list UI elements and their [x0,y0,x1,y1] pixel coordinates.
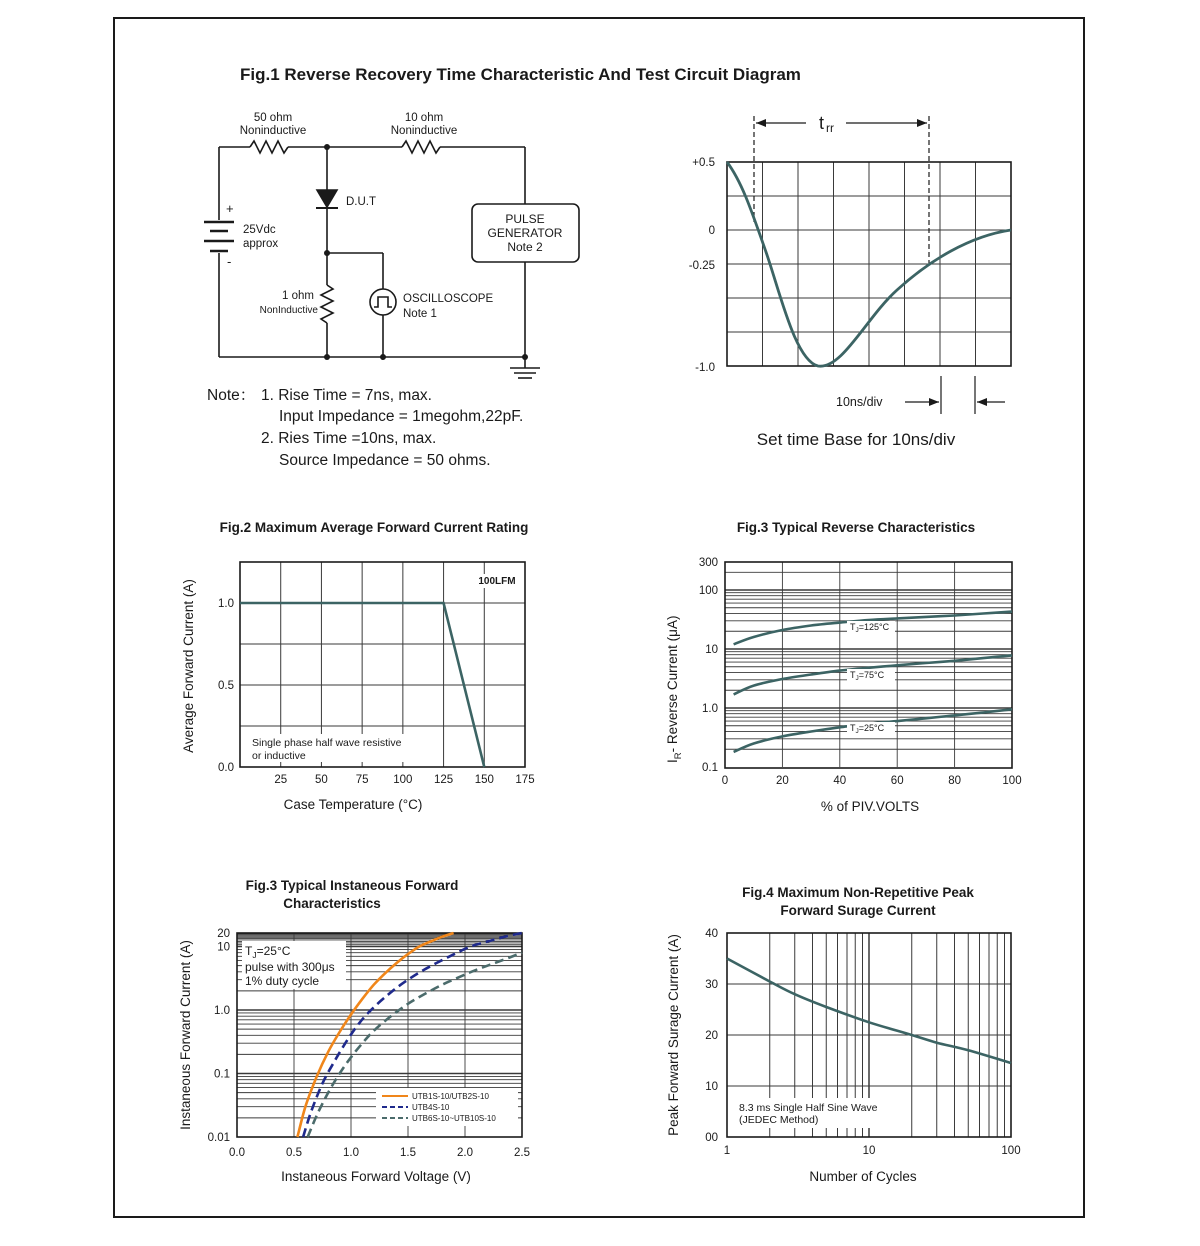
x-tick-label: 100 [1001,1145,1021,1157]
r1-value-label: 50 ohm [253,112,293,124]
fig2-annotation-1: Single phase half wave resistive [252,737,402,749]
r2-value-label: 10 ohm [404,112,444,124]
r3-value-label: 1 ohm [282,290,314,302]
r2-type-label: Noninductive [390,125,458,137]
fig3r-ylabel-sub: R [673,752,684,760]
fig3r-ylabel [665,616,684,763]
x-tick-label: 2.0 [457,1147,473,1159]
wave-ytick: -0.25 [688,260,715,272]
x-tick-label: 100 [393,774,413,786]
oscilloscope-pulse-icon [374,297,392,307]
fig3r-ylabel-rest: - Reverse Current (μA) [665,615,680,753]
fig3f-condition-1 [245,944,291,960]
fig4-ylabel: Peak Forward Surage Current (A) [666,934,681,1136]
waveform-caption: Set time Base for 10ns/div [756,430,956,449]
wave-ytick: 0 [708,225,715,237]
waveform-chart [689,113,1011,449]
pulse-line1: PULSE [505,212,545,226]
x-tick-label: 75 [355,774,369,786]
arrow-right-icon [917,119,927,127]
x-tick-label: 0.0 [229,1147,245,1159]
fig4-annotation-2: (JEDEC Method) [739,1114,819,1126]
battery-plus-label: + [226,201,234,216]
x-tick-label: 60 [890,775,904,787]
y-tick-label: 10 [705,1081,718,1093]
r1-type-label: Noninductive [239,125,307,137]
y-tick-label: 300 [698,557,718,569]
arrow-left-icon [977,398,987,406]
fig3r-ylabel-main: I [665,759,680,763]
fig2-chart [181,520,535,812]
notes-prefix: Note： [207,387,256,404]
trr-subscript: rr [826,121,834,135]
fig3f-title-2: Characteristics [283,896,381,911]
fig3f-ylabel: Instaneous Forward Current (A) [178,940,193,1130]
series-label-rest: =125°C [858,622,890,632]
x-tick-label: 100 [1002,775,1022,787]
y-tick-label: 10 [217,941,230,954]
y-tick-label: 30 [705,979,718,991]
fig2-title: Fig.2 Maximum Average Forward Current Rating [219,520,529,535]
battery-minus-label: - [227,254,232,269]
x-tick-label: 175 [515,774,535,786]
resistor-50-ohm-symbol [250,141,288,153]
x-tick-label: 40 [833,775,847,787]
x-tick-label: 1.0 [343,1147,359,1159]
fig4-chart [666,885,1021,1184]
series-label-rest: =75°C [858,670,885,680]
y-tick-label: 40 [705,928,718,940]
legend-label: UTB1S-10/UTB2S-10 [412,1092,489,1101]
y-tick-label: 0.1 [702,762,718,774]
series-label-rest: =25°C [858,723,885,733]
series-label-main: T [850,723,856,733]
wave-ytick: -1.0 [695,362,715,374]
y-tick-label: 1.0 [218,598,234,610]
battery-note-label: approx [243,238,279,250]
fig4-annotation-1: 8.3 ms Single Half Sine Wave [739,1102,878,1114]
fig2-annotation-2: or inductive [252,750,306,762]
y-tick-label: 0.5 [218,680,234,692]
x-tick-label: 80 [948,775,961,787]
fig1-title: Fig.1 Reverse Recovery Time Characteristic And Test Circuit Diagram [240,65,801,84]
fig3r-xlabel: % of PIV.VOLTS [820,799,920,814]
y-tick-label: 0.1 [214,1068,230,1081]
trr-label: t [819,113,825,133]
r3-type-label: NonInductive [259,305,318,316]
test-circuit [204,141,579,378]
fig2-xlabel: Case Temperature (°C) [283,797,423,812]
note-line-1: 1. Rise Time = 7ns, max. [261,387,432,404]
fig2-ylabel: Average Forward Current (A) [181,579,196,753]
arrow-left-icon [756,119,766,127]
fig3f-condition-3: 1% duty cycle [245,974,320,988]
y-tick-label: 10 [705,644,718,656]
fig3-reverse-chart [665,520,1022,814]
fig3f-xlabel: Instaneous Forward Voltage (V) [281,1169,471,1184]
battery-value-label: 25Vdc [243,224,276,236]
series-label-main: T [850,622,856,632]
note-line-3: 2. Ries Time =10ns, max. [261,430,437,447]
scope-note-label: Note 1 [403,308,437,320]
timebase-label: 10ns/div [836,395,883,409]
fig3f-condition-2: pulse with 300μs [245,960,335,974]
series-label-sub: J [855,728,859,735]
y-tick-label: 20 [705,1030,718,1042]
fig4-title-1: Fig.4 Maximum Non-Repetitive Peak [742,885,974,900]
scope-label: OSCILLOSCOPE [403,293,494,305]
y-tick-label: 100 [698,585,718,597]
x-tick-label: 0 [721,775,729,787]
x-tick-label: 125 [433,774,454,786]
y-tick-label: 1.0 [214,1005,230,1017]
fig3f-condition-1-sub: J [252,950,257,960]
wave-ytick: +0.5 [692,157,715,169]
fig3f-condition-1-main: T [245,944,253,958]
x-tick-label: 50 [315,774,328,786]
legend-label: UTB4S-10 [412,1103,450,1112]
legend-label: UTB6S-10~UTB10S-10 [412,1114,496,1123]
x-tick-label: 25 [274,774,288,786]
y-tick-label: 0.0 [218,762,234,774]
note-line-4: Source Impedance = 50 ohms. [279,452,491,469]
diode-dut-symbol [317,190,337,207]
series-label-sub: J [855,675,859,682]
x-tick-label: 150 [474,774,494,786]
x-tick-label: 2.5 [514,1147,530,1159]
series-label-main: T [850,670,856,680]
y-tick-label: 1.0 [702,703,718,715]
note-line-2: Input Impedance = 1megohm,22pF. [279,408,524,425]
oscilloscope-symbol [370,289,396,315]
pulse-line3: Note 2 [507,240,543,254]
x-tick-label: 1 [723,1145,731,1157]
x-tick-label: 20 [776,775,789,787]
fig3f-title-1: Fig.3 Typical Instaneous Forward [245,878,459,893]
dut-label: D.U.T [346,196,377,208]
y-tick-label: 0.01 [207,1132,230,1144]
x-tick-label: 10 [862,1145,876,1157]
fig4-xlabel: Number of Cycles [809,1169,917,1184]
y-tick-label: 20 [217,928,230,940]
resistor-10-ohm-symbol [402,141,440,153]
fig4-title-2: Forward Surage Current [780,903,936,918]
fig2-annotation-top: 100LFM [478,576,516,587]
fig3-forward-chart [178,878,530,1184]
fig3f-condition-1-rest: =25°C [256,944,291,958]
series-label-sub: J [855,627,859,634]
pulse-line2: GENERATOR [487,226,563,240]
x-tick-label: 0.5 [286,1147,302,1159]
junction-dots [324,144,528,360]
y-tick-label: 00 [705,1132,718,1144]
fig3r-title: Fig.3 Typical Reverse Characteristics [736,520,976,535]
x-tick-label: 1.5 [400,1147,416,1159]
arrow-right-icon [929,398,939,406]
resistor-1-ohm-symbol [321,285,333,323]
